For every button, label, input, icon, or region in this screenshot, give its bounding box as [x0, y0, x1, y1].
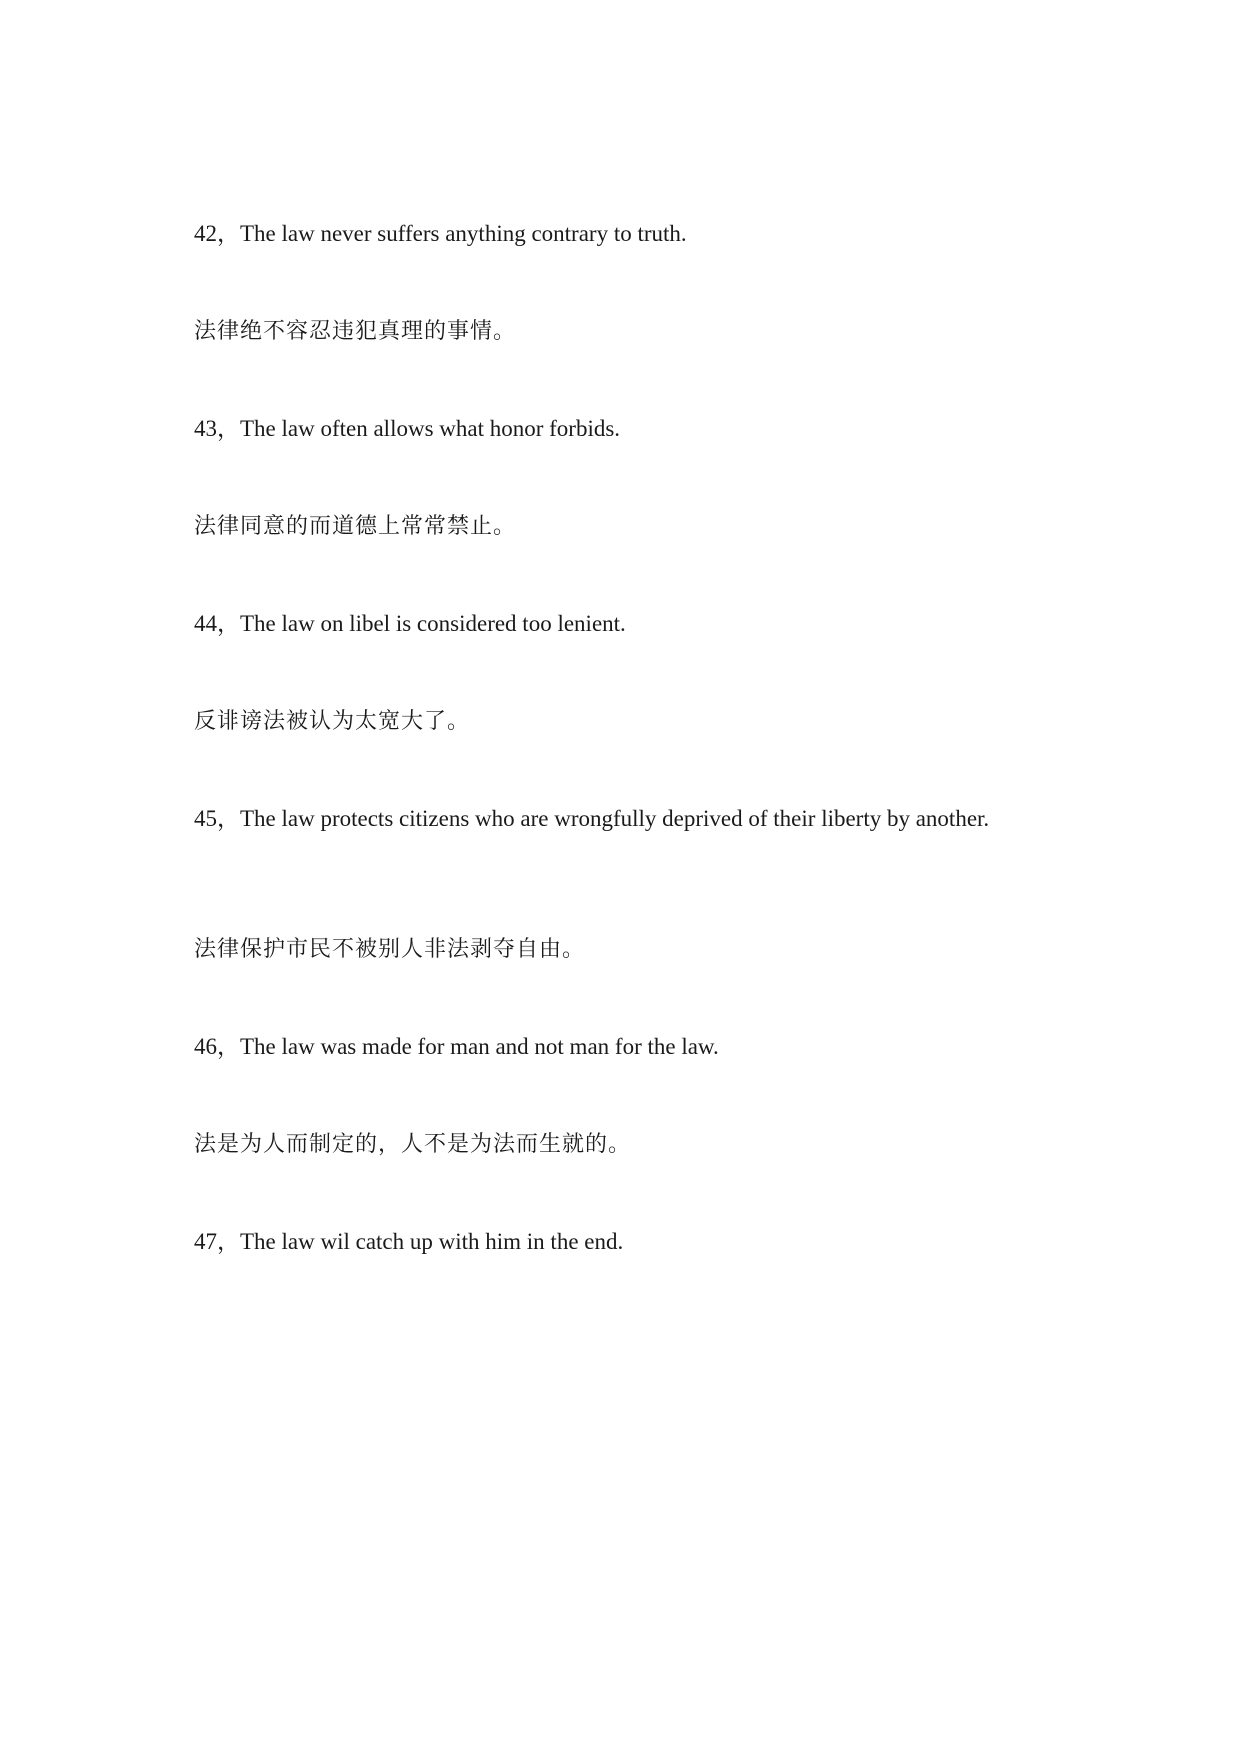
- sentence-42-chinese: 法律绝不容忍违犯真理的事情。: [194, 319, 517, 344]
- sentence-45-english: 45，The law protects citizens who are wrongfully deprived of their liberty by another.: [194, 806, 990, 831]
- sentence-42-english: 42，The law never suffers anything contrary to truth.: [194, 221, 687, 246]
- sentence-47-english: 47，The law wil catch up with him in the end.: [194, 1229, 624, 1254]
- sentence-43-english: 43，The law often allows what honor forbids.: [194, 416, 621, 441]
- sentence-44-chinese: 反诽谤法被认为太宽大了。: [194, 709, 471, 734]
- sentence-46-english: 46，The law was made for man and not man for the law.: [194, 1034, 719, 1059]
- sentence-46-chinese: 法是为人而制定的，人不是为法而生就的。: [194, 1132, 632, 1157]
- sentence-45-chinese: 法律保护市民不被别人非法剥夺自由。: [194, 937, 586, 962]
- sentence-44-english: 44，The law on libel is considered too lenient.: [194, 611, 626, 636]
- sentence-43-chinese: 法律同意的而道德上常常禁止。: [194, 514, 517, 539]
